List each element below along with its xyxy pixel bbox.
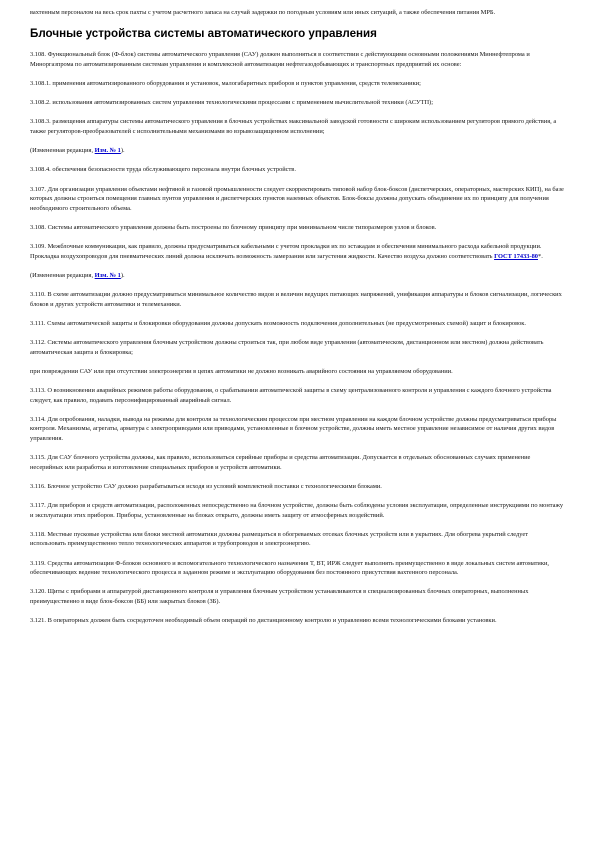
paragraph-text: 3.115. Для САУ блочного устройства должны, как правило, использоваться серийные приборы и средства автоматизации. Допускается в отдельных обоснованных случаях применение несерийных или разработка и изготовление специальных приборов и устройств автоматики.	[30, 454, 531, 471]
paragraph-text: 3.108.3. размещения аппаратуры системы автоматического управления в блочных устройствах максимальной заводской готовности с широким использованием регуляторов прямого действия, а также регуляторов-преобразователей с исполнительными механизмами во взрывозащищенном исполнении;	[30, 118, 557, 135]
paragraph-text: 3.118. Местные пусковые устройства или блоки местной автоматики должны размещаться в обогреваемых отсеках блочных устройств или в укрытиях. Для обогрева укрытий следует использовать преимущественно тепло технологических аппаратов и трубопроводов и электроэнергию.	[30, 530, 529, 548]
paragraph-list	[30, 50, 565, 626]
body-paragraph	[30, 501, 565, 520]
paragraph-suffix: *.	[538, 252, 543, 260]
body-paragraph	[30, 185, 565, 214]
paragraph-text: 3.108.1. применения автоматизированного оборудования и установок, малогабаритных приборов и пунктов управления, средств телемеханики;	[30, 79, 421, 87]
body-paragraph	[30, 530, 565, 549]
paragraph-text: 3.112. Системы автоматического управления блочным устройством должны строиться так, при любом виде управления (автоматическом, дистанционном или местном) должна действовать автоматическая защита и блокировка;	[30, 339, 544, 356]
paragraph-text: 3.117. Для приборов и средств автоматизации, расположенных непосредственно на блочном устройстве, должны быть соблюдены условия эксплуатации, определенные инструкциями по монтажу и эксплуатации этих приборов. Приборы, установленные на блоках открыто, должны иметь защиту от атмосферных воздействий.	[30, 502, 564, 519]
paragraph-text: (Измененная редакция,	[30, 271, 95, 279]
lead-paragraph: вахтенным персоналом на весь срок пахты с учетом расчетного запаса на случай задержки по погодным условиям или иных ситуаций, а также обеспечения питания МРБ.	[30, 9, 496, 16]
body-paragraph	[30, 482, 565, 492]
reference-link[interactable]: Изм. № 1	[94, 147, 121, 155]
section-heading: Блочные устройства системы автоматического управления	[30, 27, 377, 41]
paragraph-text: 3.120. Щиты с приборами и аппаратурой дистанционного контроля и управления блочным устройством устанавливаются в специализированных блочных операторных, выполненных преимущественно в виде блок-боксов (ББ) или закрытых блоков (ЗБ).	[30, 588, 529, 606]
paragraph-text: 3.109. Межблочные коммуникации, как правило, должны предусматриваться кабельными с учетом прокладки их по эстакадам и обеспечения минимального расхода кабельной продукции. Прокладка воздухопроводов для пневматических линий должна исключать возможность замерзания или загустения жидкости. Качество воздуха должно соответствовать	[30, 243, 542, 260]
paragraph-text: 3.116. Блочное устройство САУ должно разрабатываться исходя из условий комплектной поставки с технологическими блоками.	[30, 482, 382, 490]
paragraph-text: 3.119. Средства автоматизации Ф-блоков основного и вспомогательного технологического назначения Т, ВТ, ИРЖ следует выполнять преимущественно в виде локальных систем автоматики, обеспечивающих ведение технологического процесса в заданном режиме и эксплуатацию оборудования без постоянного присутствия вахтенного персонала.	[30, 559, 549, 577]
paragraph-text: 3.108.2. использования автоматизированных систем управления технологическими процессами с применением вычислительной техники (АСУТП);	[30, 99, 433, 107]
body-paragraph	[30, 79, 565, 89]
paragraph-text: 3.108. Функциональный блок (Ф-блок) системы автоматического управления (САУ) должен выполняться в соответствии с действующими основными положениями Миннефтепрома и Миноргазпрома по автоматизированным системам управления и комплексной автоматизации нефтегазодобывающих и транспортных предприятий их основе:	[30, 51, 530, 68]
body-paragraph	[30, 146, 565, 156]
paragraph-text: 3.107. Для организации управления объектами нефтяной и газовой промышленности следует скорректировать типовой набор блок-боксов (диспетчерских, операторных, мастерских КИП), на базе которых должны строиться помещения главных пунтов управления и диспетчерских пунктов наземных объектов. Блок-боксы должны допускать объединение их по принципу для получения необходимого строительного объема.	[30, 185, 564, 212]
body-paragraph	[30, 559, 565, 578]
paragraph-text: 3.121. В операторных должен быть сосредоточен необходимый объем операций по дистанционному контролю и управлению всеми технологическими блоками установки.	[30, 617, 497, 625]
body-paragraph	[30, 338, 565, 357]
body-paragraph	[30, 50, 565, 69]
paragraph-text: 3.113. О возникновении аварийных режимов работы оборудования, о срабатывании автоматической защиты в схему централизованного контроля и управления с каждого блочного устройства следует, как правило, подавать персонифицированный аварийный сигнал.	[30, 386, 552, 404]
reference-link[interactable]: ГОСТ 17433-80	[494, 252, 538, 260]
paragraph-text: 3.114. Для опробования, наладки, вывода на режимы для контроля за технологическим процессом при местном управлении на каждом блочном устройстве должны предусматриваться приборы контроля. Механизмы, агрегаты, арматура с электроприводами или приводами, установленные в блочном устройстве, должны иметь местное управление независимое от наличия других видов управления.	[30, 415, 557, 442]
body-paragraph	[30, 117, 565, 136]
body-paragraph	[30, 165, 565, 175]
body-paragraph	[30, 271, 565, 281]
body-paragraph	[30, 616, 565, 626]
paragraph-text: 3.110. В схеме автоматизации должно предусматриваться минимальное количество видов и величин ведущих питающих напряжений, унификация аппаратуры и блоков сигнализации, логических блоков и других устройств автоматики и телемеханики.	[30, 291, 562, 308]
reference-link[interactable]: Изм. № 1	[94, 271, 121, 279]
paragraph-suffix: ).	[120, 271, 125, 279]
paragraph-text: 3.108. Системы автоматического управления должны быть построены по блочному принципу при минимальном числе типоразмеров узлов и блоков.	[30, 223, 437, 231]
body-paragraph	[30, 453, 565, 472]
body-paragraph	[30, 290, 565, 309]
body-paragraph	[30, 319, 565, 329]
paragraph-text: 3.108.4. обеспечения безопасности труда обслуживающего персонала внутри блочных устройств.	[30, 166, 296, 174]
body-paragraph	[30, 587, 565, 606]
body-paragraph	[30, 367, 565, 377]
paragraph-text: при повреждении САУ или при отсутствии электроэнергии в цепях автоматики не должно возникать аварийного состояния на управляемом оборудовании.	[30, 367, 453, 375]
body-paragraph	[30, 386, 565, 405]
paragraph-text: 3.111. Схемы автоматической защиты и блокировки оборудования должны допускать возможность подключения дополнительных (не предусмотренных схемой) защит и блокировок.	[30, 319, 526, 327]
body-paragraph	[30, 242, 565, 261]
body-paragraph	[30, 98, 565, 108]
paragraph-suffix: ).	[120, 147, 125, 155]
body-paragraph	[30, 223, 565, 233]
paragraph-text: (Измененная редакция,	[30, 147, 95, 155]
body-paragraph	[30, 415, 565, 444]
